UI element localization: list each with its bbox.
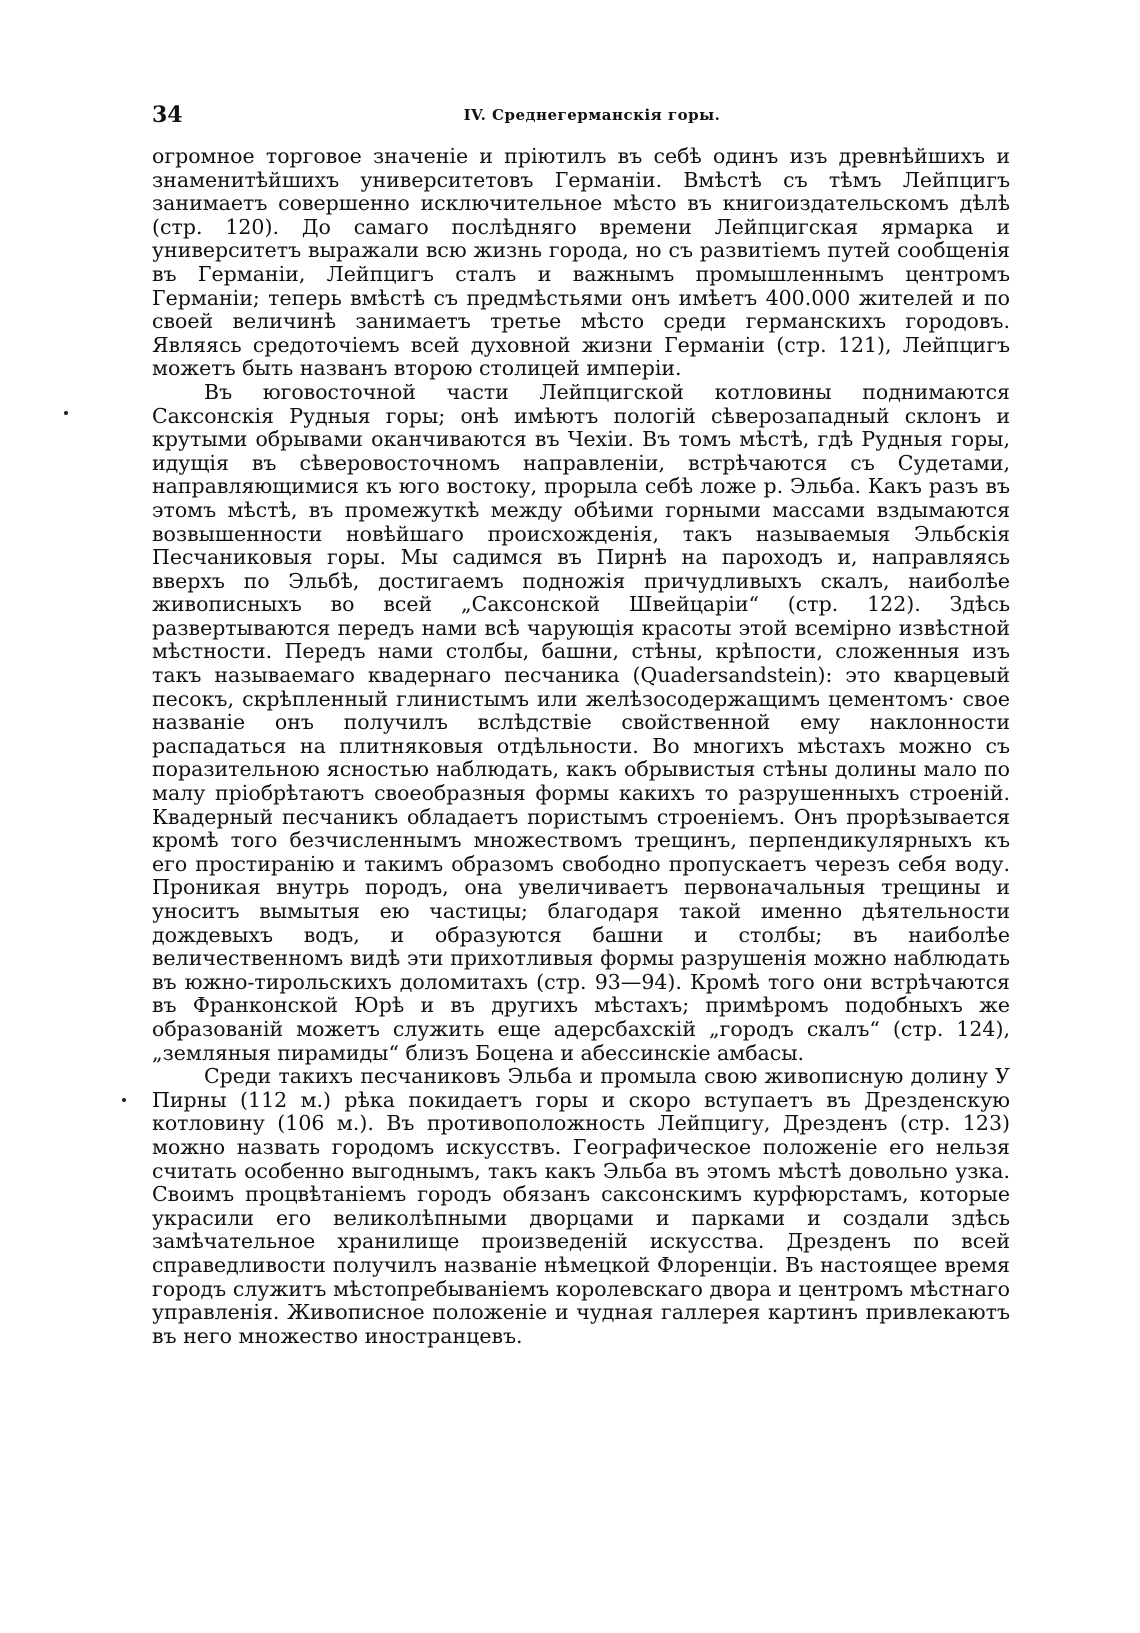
running-head [152, 102, 1032, 134]
margin-mark [122, 1098, 126, 1102]
page-number: 34 [152, 102, 183, 128]
body-text [152, 145, 1010, 1348]
paragraph: Въ юговосточной части Лейпцигской котловины поднимаются Саксонскія Рудныя горы; онѣ имѣютъ пологій сѣверозападный склонъ и крутыми обрывами оканчиваются въ Чехіи. Въ томъ мѣстѣ, гдѣ Рудныя горы, идущія въ сѣверовосточномъ направленіи, встрѣчаются съ Судетами, направляющимися къ юго востоку, прорыла себѣ ложе р. Эльба. Какъ разъ въ этомъ мѣстѣ, въ промежуткѣ между обѣими горными массами вздымаются возвышенности новѣйшаго происхожденія, такъ называемыя Эльбскія Песчаниковыя горы. Мы садимся въ Пирнѣ на пароходъ и, направляясь вверхъ по Эльбѣ, достигаемъ подножія причудливыхъ скалъ, наиболѣе живописныхъ во всей „Саксонской Швейцаріи“ (стр. 122). Здѣсь развертываются передъ нами всѣ чарующія красоты этой всемірно извѣстной мѣстности. Передъ нами столбы, башни, стѣны, крѣпости, сложенныя изъ такъ называемаго квадернаго песчаника (Quadersandstein): это кварцевый песокъ, скрѣпленный глинистымъ или желѣзосодержащимъ цементомъ· свое названіе онъ получилъ вслѣдствіе свойственной ему наклонности распадаться на плитняковыя отдѣльности. Во многихъ мѣстахъ можно съ поразительною ясностью наблюдать, какъ обрывистыя стѣны долины мало по малу пріобрѣтаютъ своеобразныя формы какихъ то разрушенныхъ строеній. Квадерный песчаникъ обладаетъ пористымъ строеніемъ. Онъ прорѣзывается кромѣ того безчисленнымъ множествомъ трещинъ, перпендикулярныхъ къ его простиранію и такимъ образомъ свободно пропускаетъ черезъ себя воду. Проникая внутрь породъ, она увеличиваетъ первоначальныя трещины и уноситъ вымытыя ею частицы; благодаря такой именно дѣятельности дождевыхъ водъ, и образуются башни и столбы; въ наиболѣе величественномъ видѣ эти прихотливыя формы разрушенія можно наблюдать въ южно-тирольскихъ доломитахъ (стр. 93—94). Кромѣ того они встрѣчаются въ Франконской Юрѣ и въ другихъ мѣстахъ; примѣромъ подобныхъ же образованій можетъ служить еще адерсбахскій „городъ скалъ“ (стр. 124), „земляныя пирамиды“ близъ Боцена и абессинскіе амбасы. [152, 379, 1010, 1065]
margin-mark [64, 411, 68, 415]
paragraph: Среди такихъ песчаниковъ Эльба и промыла свою живописную долину У Пирны (112 м.) рѣка покидаетъ горы и скоро вступаетъ въ Дрезденскую котловину (106 м.). Въ противоположность Лейпцигу, Дрезденъ (стр. 123) можно назвать городомъ искусствъ. Географическое положеніе его нельзя считать особенно выгоднымъ, такъ какъ Эльба въ этомъ мѣстѣ довольно узка. Своимъ процвѣтаніемъ городъ обязанъ саксонскимъ курфюрстамъ, которые украсили его великолѣпными дворцами и парками и создали здѣсь замѣчательное хранилище произведеній искусства. Дрезденъ по всей справедливости получилъ названіе нѣмецкой Флоренціи. Въ настоящее время городъ служитъ мѣстопребываніемъ королевскаго двора и центромъ мѣстнаго управленія. Живописное положеніе и чудная галлерея картинъ привлекаютъ въ него множество иностранцевъ. [152, 1064, 1010, 1348]
paragraph: огромное торговое значеніе и пріютилъ въ себѣ одинъ изъ древнѣйшихъ и знаменитѣйшихъ университетовъ Германіи. Вмѣстѣ съ тѣмъ Лейпцигъ занимаетъ совершенно исключительное мѣсто въ книгоиздательскомъ дѣлѣ (стр. 120). До самаго послѣдняго времени Лейпцигская ярмарка и университетъ выражали всю жизнь города, но съ развитіемъ путей сообщенія въ Германіи, Лейпцигъ сталъ и важнымъ промышленнымъ центромъ Германіи; теперь вмѣстѣ съ предмѣстьями онъ имѣетъ 400.000 жителей и по своей величинѣ занимаетъ третье мѣсто среди германскихъ городовъ. Являясь средоточіемъ всей духовной жизни Германіи (стр. 121), Лейпцигъ можетъ быть названъ второю столицей имперіи. [152, 144, 1010, 381]
chapter-title: IV. Среднегерманскія горы. [463, 106, 721, 124]
